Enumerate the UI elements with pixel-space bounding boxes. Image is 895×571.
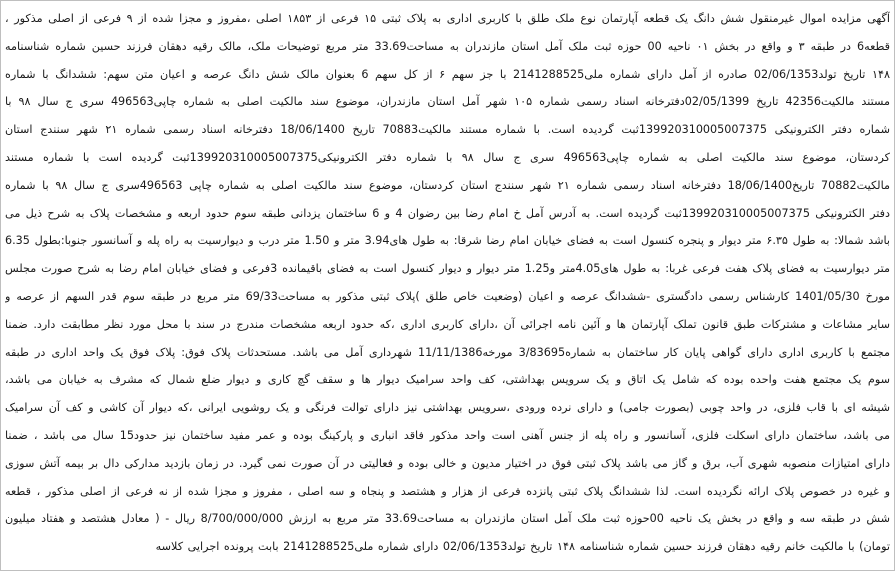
- notice-line-4: مستند مالکیت42356 تاریخ 02/05/1399دفترخانه اسناد رسمی شماره ۱۰۵ شهر آمل استان مازندران، موضوع سند مالکیت اصلی به شماره چاپی496563 سری ج سال ۹۸ با: [5, 95, 890, 109]
- notice-line-9: باشد شمالا: به طول ۶.۳۵ متر دیوار و پنجره کنسول است به فضای خیابان امام رضا شرقا: به طول های3.94 متر و 1.50 متر درب و دیوارسیت به راه پله و آسانسور جنوبا:بطول 6.35: [5, 234, 890, 248]
- notice-line-14: سوم یک مجتمع هفت واحده بوده که شامل یک اتاق و یک سرویس بهداشتی، کف واحد سرامیک دیوار ها و سقف گچ کاری و دیوار ضلع شمال که مشرف به خیابان می باشد،: [5, 373, 890, 387]
- notice-line-13: مجتمع با کاربری اداری دارای گواهی پایان کار ساختمان به شماره3/83695 مورخه11/11/1386 شهرداری آمل می باشد. مستحدثات پلاک فوق: پلاک فوق یک واحد اداری در طبقه: [5, 345, 890, 359]
- notice-line-17: دارای امتیازات منصوبه شهری آب، برق و گاز می باشد پلاک ثبتی فوق در اختیار مدیون و خالی بوده و فعالیتی در آن صورت نمی گیرد. در زمان بازدید مدارکی دال بر بیمه آتش سوزی: [5, 456, 890, 470]
- notice-line-3: ۱۴۸ تاریخ تولد02/06/1353 صادره از آمل دارای شماره ملی2141288525 با جز سهم ۶ از کل سهم 6 بعنوان مالک شش دانگ عرصه و اعیان متن سهم: ششدانگ با شماره: [5, 67, 890, 81]
- notice-line-6: کردستان، موضوع سند مالکیت اصلی به شماره چاپی496563 سری ج سال ۹۸ با شماره دفتر الکترونیکی139920310005007375ثبت گردیده است با شماره مستند: [5, 150, 890, 164]
- notice-line-12: سایر مشاعات و مشترکات طبق قانون تملک آپارتمان ها و آئین نامه اجرائی آن ،دارای کاربری اداری ،که حدود اربعه مشخصات مندرج در سند با محل مورد نظر مطابقت دارد. ضمنا: [5, 317, 890, 331]
- notice-line-18: و غیره در خصوص پلاک ارائه نگردیده است. لذا ششدانگ پلاک ثبتی پانزده فرعی از هزار و هشتصد و پنجاه و سه اصلی ، مفروز و مجزا شده از نه فرعی از اصلی مذکور ، قطعه: [5, 484, 890, 498]
- notice-line-2: قطعه6 در طبقه ۳ و واقع در بخش ۰۱ ناحیه 00 حوزه ثبت ملک آمل استان مازندران به مساحت33.69 متر مربع توضیحات ملک، مالک رقیه دهقان فرزند حسین شماره شناسنامه: [5, 39, 890, 53]
- notice-line-5: شماره دفتر الکترونیکی 139920310005007375ثبت گردیده است. با شماره مستند مالکیت70883 تاریخ 18/06/1400 دفترخانه اسناد رسمی شماره ۲۱ شهر سنندج استان: [5, 123, 890, 137]
- notice-line-15: شیشه ای با قاب فلزی، در واحد چوبی (بصورت جامی) و دارای نرده ورودی ،سرویس بهداشتی نیز دارای توالت فرنگی و یک روشویی ایرانی ،که دیوار آن کاشی و کف آن سرامیک: [5, 401, 890, 415]
- notice-line-20: تومان) با مالکیت خانم رقیه دهقان فرزند حسین شماره شناسنامه ۱۴۸ تاریخ تولد02/06/1353 دارای شماره ملی2141288525 بابت پرونده اجرایی کلاسه: [155, 540, 890, 554]
- notice-line-8: دفتر الکترونیکی 139920310005007375ثبت گردیده است. به آدرس آمل خ امام رضا بین رضوان 4 و 6 ساختمان یزدانی طبقه سوم حدود اربعه و مشخصات پلاک به شرح ذیل می: [5, 206, 890, 220]
- notice-line-16: می باشد، ساختمان دارای اسکلت فلزی، آسانسور و راه پله از جنس آهنی است واحد مذکور فاقد انباری و پارکینگ بوده و عمر مفید ساختمان نیز حدود15 سال می باشد ، ضمنا: [5, 428, 890, 442]
- notice-line-19: شش در طبقه سه و واقع در بخش یک ناحیه 00حوزه ثبت ملک آمل استان مازندران به مساحت33.69 متر مربع به ارزش 8/700/000/000 ریال - ( معادل هشتصد و هفتاد میلیون: [5, 512, 890, 526]
- notice-line-1: آگهی مزایده اموال غیرمنقول شش دانگ یک قطعه آپارتمان نوع ملک طلق با کاربری اداری به پلاک ثبتی ۱۵ فرعی از ۱۸۵۳ اصلی ،مفروز و مجزا شده از ۹ فرعی از اصلی مذکور ،: [5, 12, 890, 25]
- notice-line-11: مورخ 1401/05/30 کارشناس رسمی دادگستری -ششدانگ عرصه و اعیان (وضعیت خاص طلق )پلاک ثبتی مذکور به مساحت69/33 متر مربع در طبقه سوم قدر السهم از عرصه و: [5, 289, 890, 303]
- notice-line-10: متر دیوارسیت به فضای پلاک هفت فرعی غربا: به طول های4.05متر و1.25 متر دیوار و دیوار کنسول است به فضای باقیمانده 3فرعی و فضای خیابان امام رضا به شرح صورت مجلس: [5, 262, 890, 276]
- notice-line-7: مالکیت70882 تاریخ18/06/1400 دفترخانه اسناد رسمی شماره ۲۱ شهر سنندج استان کردستان، موضوع سند مالکیت اصلی به شماره چاپی 496563سری ج سال ۹۸ با شماره: [5, 178, 890, 192]
